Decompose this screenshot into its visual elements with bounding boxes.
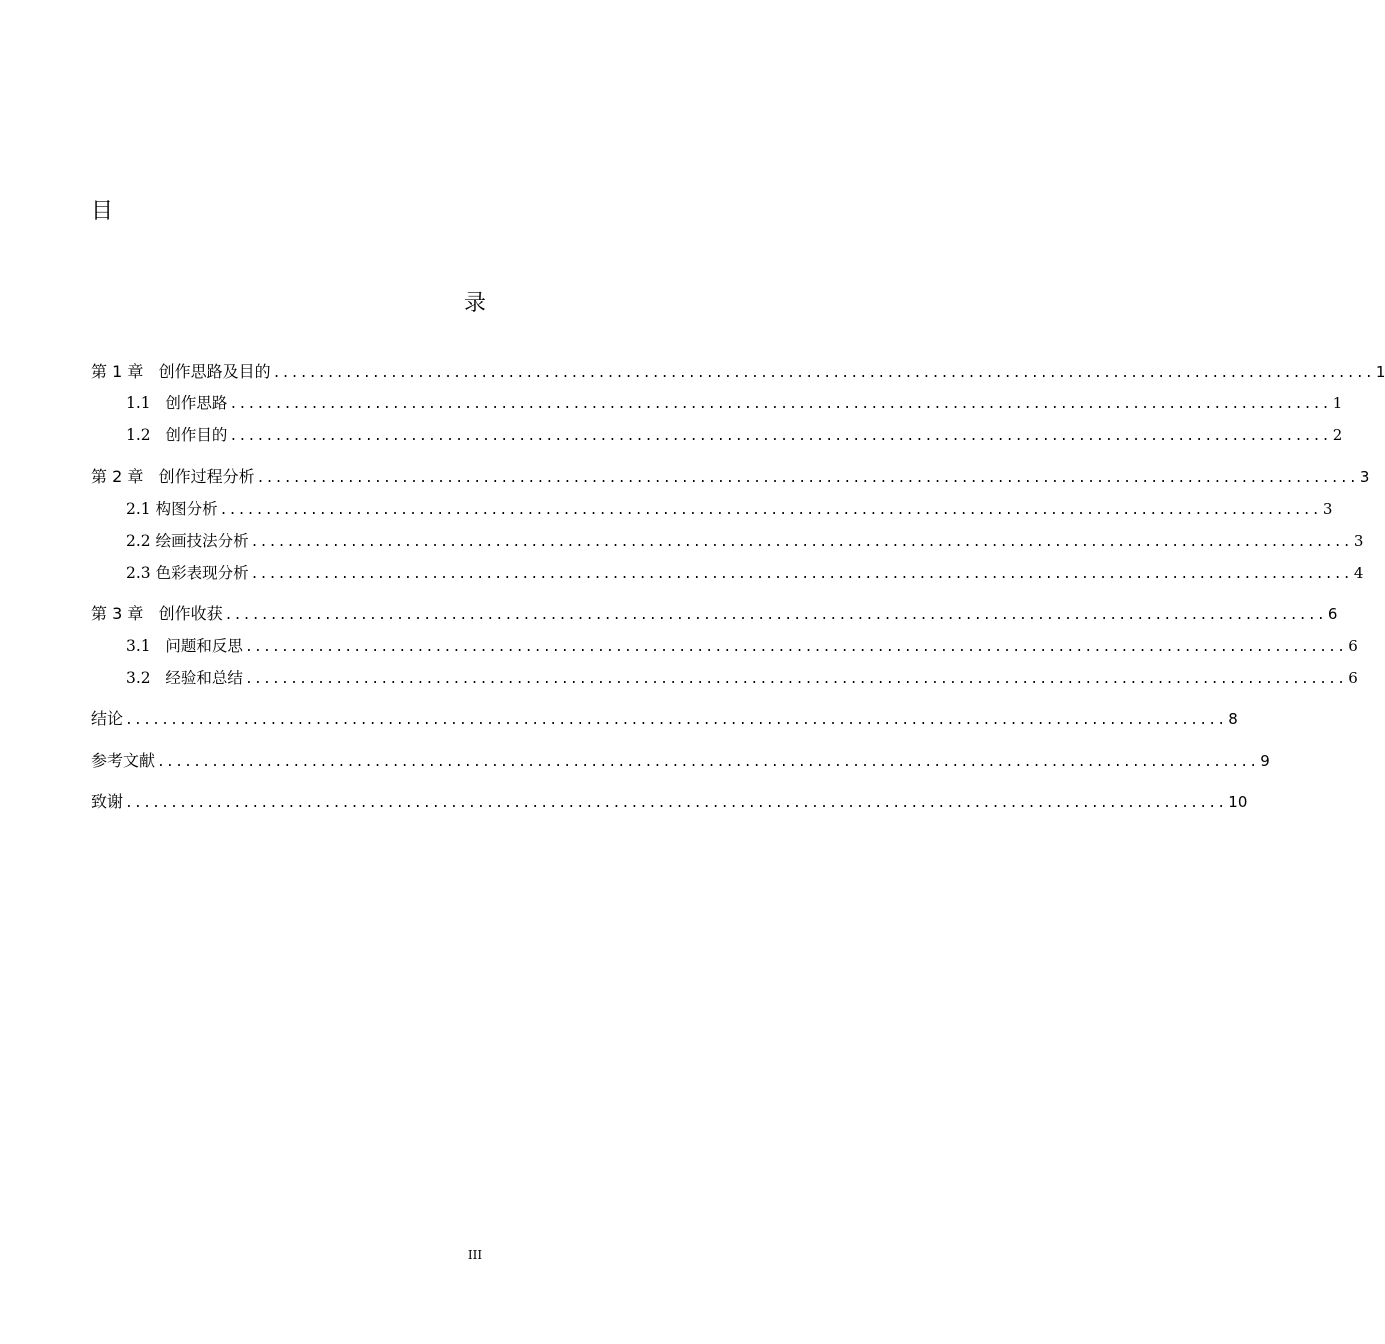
toc-entry-label: 3.1 问题和反思	[126, 637, 243, 655]
toc-entry-section-3-1[interactable]	[91, 634, 1358, 656]
toc-leader-dots: ..........................................................................................................................	[229, 397, 1331, 412]
toc-leader-dots: ..........................................................................................................................	[157, 755, 1259, 770]
toc-entry-page: 10	[1228, 793, 1248, 811]
toc-entry-section-2-2[interactable]	[91, 529, 1364, 551]
toc-entry-label: 参考文献	[91, 751, 156, 770]
toc-entry-page: 3	[1353, 532, 1364, 550]
toc-entry-label: 2.1 构图分析	[126, 500, 218, 518]
toc-leader-dots: ..........................................................................................................................	[219, 503, 1321, 518]
toc-leader-dots: ..........................................................................................................................	[125, 796, 1227, 811]
toc-entry-acknowledgements[interactable]	[91, 789, 1248, 811]
toc-entry-label: 1.1 创作思路	[126, 394, 228, 412]
toc-entry-label: 第 2 章 创作过程分析	[91, 467, 255, 486]
toc-entry-section-1-2[interactable]	[91, 423, 1343, 445]
toc-entry-label: 结论	[91, 709, 124, 728]
toc-entry-section-2-1[interactable]	[91, 497, 1333, 519]
toc-entry-page: 3	[1322, 500, 1333, 518]
toc-leader-dots: ..........................................................................................................................	[244, 640, 1347, 655]
toc-entry-label: 1.2 创作目的	[126, 426, 228, 444]
toc-entry-chapter-3[interactable]	[91, 601, 1338, 623]
toc-entry-page: 9	[1260, 752, 1270, 770]
toc-entry-page: 6	[1348, 637, 1358, 655]
toc-heading-part-1: 目	[91, 199, 114, 224]
toc-entry-label: 3.2 经验和总结	[126, 669, 243, 687]
toc-entry-page: 4	[1353, 564, 1364, 582]
toc-entry-chapter-1[interactable]	[91, 359, 1385, 381]
toc-entry-section-3-2[interactable]	[91, 666, 1358, 688]
toc-entry-conclusion[interactable]	[91, 706, 1238, 728]
toc-entry-label: 2.3 色彩表现分析	[126, 564, 249, 582]
toc-entry-label: 致谢	[91, 792, 124, 811]
toc-entry-section-2-3[interactable]	[91, 561, 1364, 583]
toc-entry-page: 3	[1359, 468, 1370, 486]
toc-entry-page: 6	[1348, 669, 1358, 687]
toc-leader-dots: ..........................................................................................................................	[224, 608, 1326, 623]
toc-entry-label: 2.2 绘画技法分析	[126, 532, 249, 550]
toc-entry-section-1-1[interactable]	[91, 391, 1343, 413]
toc-leader-dots: ..........................................................................................................................	[125, 713, 1227, 728]
toc-entry-page: 2	[1332, 426, 1343, 444]
toc-heading-part-2: 录	[463, 291, 486, 316]
toc-leader-dots: ..........................................................................................................................	[250, 567, 1352, 582]
toc-leader-dots: ..........................................................................................................................	[272, 366, 1374, 381]
toc-entry-page: 1	[1332, 394, 1343, 412]
toc-entry-page: 6	[1327, 605, 1338, 623]
toc-entry-label: 第 1 章 创作思路及目的	[91, 362, 271, 381]
toc-entry-label: 第 3 章 创作收获	[91, 604, 223, 623]
page-number: III	[467, 1248, 483, 1262]
toc-leader-dots: ..........................................................................................................................	[250, 535, 1352, 550]
toc-leader-dots: ..........................................................................................................................	[244, 672, 1347, 687]
toc-entry-page: 8	[1228, 710, 1238, 728]
toc-entry-references[interactable]	[91, 748, 1270, 770]
toc-leader-dots: ..........................................................................................................................	[229, 429, 1331, 444]
toc-leader-dots: ..........................................................................................................................	[256, 471, 1358, 486]
toc-entry-page: 1	[1375, 363, 1385, 381]
toc-entry-chapter-2[interactable]	[91, 464, 1370, 486]
